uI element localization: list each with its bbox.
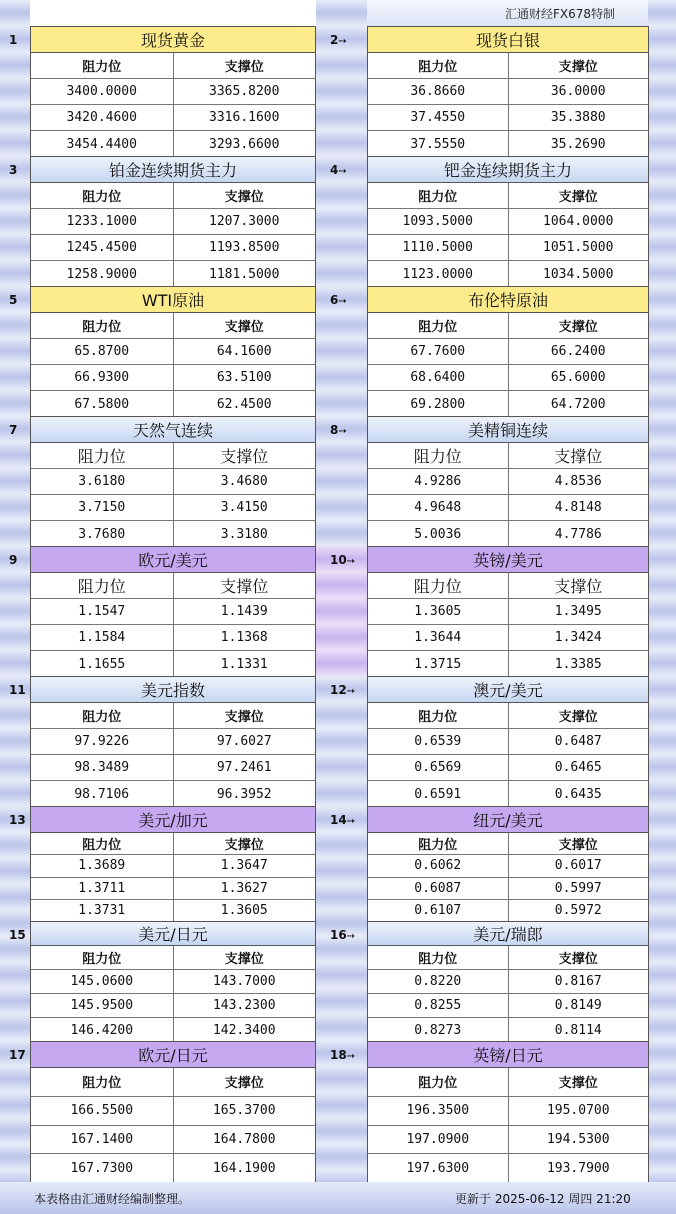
- resistance-cell: 36.8660: [368, 79, 509, 104]
- support-cell: 1051.5000: [543, 240, 614, 255]
- support-cell: 支撑位: [558, 838, 598, 854]
- panel-number: 3: [9, 163, 18, 177]
- column-header-row: [368, 946, 648, 970]
- support-cell: 97.6027: [216, 734, 272, 749]
- table-row: [31, 131, 315, 157]
- arrow-right-icon: ➙: [338, 36, 347, 47]
- quote-panel: [30, 806, 316, 922]
- support-cell: 35.3880: [550, 110, 606, 125]
- support-cell: 0.6017: [554, 858, 602, 874]
- resistance-cell: 1233.1000: [31, 209, 174, 234]
- support-cell: 支撑位: [554, 577, 603, 596]
- resistance-cell: 37.5550: [368, 131, 509, 157]
- support-cell: 0.5972: [554, 903, 602, 919]
- column-header-row: [368, 833, 648, 855]
- quote-panel: [367, 806, 649, 922]
- support-cell: 0.6435: [554, 786, 602, 802]
- panel-title: 欧元/美元: [31, 547, 315, 573]
- quote-panel: [367, 26, 649, 157]
- panel-number: 12➙: [330, 683, 356, 697]
- resistance-cell: 0.6591: [368, 781, 509, 807]
- table-row: [31, 339, 315, 365]
- panel-number: 7: [9, 423, 18, 437]
- table-row: [368, 209, 648, 235]
- arrow-right-icon: ➙: [346, 686, 356, 697]
- support-cell: 3.4680: [220, 474, 268, 489]
- resistance-cell: 68.6400: [368, 365, 509, 390]
- resistance-cell: 3.7680: [31, 521, 174, 547]
- table-row: [368, 651, 648, 677]
- support-cell: 0.6465: [554, 760, 602, 775]
- support-cell: 支撑位: [558, 190, 598, 205]
- resistance-cell: 1.1655: [31, 651, 174, 677]
- resistance-cell: 0.6539: [368, 729, 509, 754]
- panel-title: 美元/瑞郎: [368, 922, 648, 946]
- support-cell: 3316.1600: [209, 110, 280, 125]
- panel-number: 14➙: [330, 813, 356, 827]
- quote-panel: [30, 286, 316, 417]
- table-row: [368, 1097, 648, 1126]
- column-header-row: [31, 1068, 315, 1097]
- support-cell: 3.4150: [220, 500, 268, 515]
- support-cell: 195.0700: [546, 1103, 610, 1119]
- table-row: [31, 105, 315, 131]
- resistance-cell: 3420.4600: [31, 105, 174, 130]
- resistance-cell: 1.1547: [31, 599, 174, 624]
- table-row: [368, 339, 648, 365]
- resistance-cell: 阻力位: [368, 833, 509, 854]
- support-cell: 0.5997: [554, 880, 602, 896]
- panel-title: 美元指数: [31, 677, 315, 703]
- panel-number: 9: [9, 553, 18, 567]
- panel-title: 布伦特原油: [368, 287, 648, 313]
- panel-number: 2➙: [330, 33, 347, 47]
- table-row: [31, 365, 315, 391]
- table-row: [31, 599, 315, 625]
- resistance-cell: 阻力位: [31, 1068, 174, 1096]
- support-cell: 支撑位: [558, 952, 598, 967]
- resistance-cell: 阻力位: [368, 183, 509, 208]
- support-cell: 165.3700: [212, 1103, 276, 1119]
- panel-number: 17: [9, 1048, 26, 1062]
- resistance-cell: 3.6180: [31, 469, 174, 494]
- panel-title: 钯金连续期货主力: [368, 157, 648, 183]
- resistance-cell: 0.8273: [368, 1018, 509, 1042]
- resistance-cell: 0.8255: [368, 994, 509, 1017]
- table-row: [368, 469, 648, 495]
- panel-title: 欧元/日元: [31, 1042, 315, 1068]
- resistance-cell: 0.6569: [368, 755, 509, 780]
- resistance-cell: 197.6300: [368, 1154, 509, 1183]
- resistance-cell: 145.9500: [31, 994, 174, 1017]
- support-cell: 66.2400: [550, 344, 606, 359]
- table-row: [368, 105, 648, 131]
- resistance-cell: 阻力位: [31, 443, 174, 468]
- resistance-cell: 阻力位: [31, 833, 174, 854]
- resistance-cell: 197.0900: [368, 1126, 509, 1154]
- right-gutter: [648, 0, 676, 1214]
- table-row: [31, 1154, 315, 1183]
- panel-number: 6➙: [330, 293, 347, 307]
- column-header-row: [31, 53, 315, 79]
- resistance-cell: 4.9648: [368, 495, 509, 520]
- support-cell: 36.0000: [550, 84, 606, 99]
- column-header-row: [368, 703, 648, 729]
- table-row: [368, 781, 648, 807]
- footer-bar: [0, 1182, 676, 1214]
- resistance-cell: 阻力位: [31, 313, 174, 338]
- support-cell: 1.3605: [220, 903, 268, 919]
- table-row: [368, 970, 648, 994]
- table-row: [31, 651, 315, 677]
- resistance-cell: 1110.5000: [368, 235, 509, 260]
- resistance-cell: 1123.0000: [368, 261, 509, 287]
- support-cell: 支撑位: [558, 710, 598, 725]
- support-cell: 1.1368: [220, 630, 268, 645]
- table-row: [368, 878, 648, 900]
- resistance-cell: 1.3605: [368, 599, 509, 624]
- quote-panel: [30, 156, 316, 287]
- support-cell: 143.7000: [212, 974, 276, 989]
- resistance-cell: 146.4200: [31, 1018, 174, 1042]
- resistance-cell: 阻力位: [31, 946, 174, 969]
- column-header-row: [31, 573, 315, 599]
- support-cell: 支撑位: [224, 320, 264, 335]
- column-header-row: [368, 573, 648, 599]
- panel-number: 4➙: [330, 163, 347, 177]
- support-cell: 支撑位: [224, 60, 264, 75]
- panel-title: WTI原油: [31, 287, 315, 313]
- resistance-cell: 3400.0000: [31, 79, 174, 104]
- resistance-cell: 阻力位: [368, 946, 509, 969]
- resistance-cell: 167.7300: [31, 1154, 174, 1183]
- resistance-cell: 3.7150: [31, 495, 174, 520]
- table-row: [31, 900, 315, 922]
- column-header-row: [368, 183, 648, 209]
- table-row: [31, 209, 315, 235]
- support-cell: 1034.5000: [543, 266, 614, 282]
- arrow-right-icon: ➙: [338, 296, 347, 307]
- support-cell: 4.8536: [554, 474, 602, 489]
- panel-number: 15: [9, 928, 26, 942]
- panel-title: 澳元/美元: [368, 677, 648, 703]
- support-cell: 1.3627: [220, 880, 268, 896]
- resistance-cell: 65.8700: [31, 339, 174, 364]
- table-row: [31, 469, 315, 495]
- resistance-cell: 167.1400: [31, 1126, 174, 1154]
- resistance-cell: 1245.4500: [31, 235, 174, 260]
- quote-panel: [30, 921, 316, 1042]
- support-cell: 支撑位: [224, 1076, 264, 1092]
- support-cell: 63.5100: [216, 370, 272, 385]
- resistance-cell: 98.3489: [31, 755, 174, 780]
- table-row: [368, 625, 648, 651]
- support-cell: 支撑位: [558, 1076, 598, 1092]
- resistance-cell: 5.0036: [368, 521, 509, 547]
- quote-panel: [30, 26, 316, 157]
- table-row: [31, 521, 315, 547]
- support-cell: 0.8114: [554, 1022, 602, 1038]
- quote-panel: [367, 546, 649, 677]
- resistance-cell: 阻力位: [368, 703, 509, 728]
- table-row: [368, 599, 648, 625]
- support-cell: 62.4500: [216, 396, 272, 412]
- table-row: [31, 781, 315, 807]
- panel-number: 13: [9, 813, 26, 827]
- resistance-cell: 阻力位: [31, 53, 174, 78]
- support-cell: 96.3952: [216, 786, 272, 802]
- resistance-cell: 阻力位: [368, 443, 509, 468]
- support-cell: 支撑位: [554, 447, 603, 466]
- panel-number: 1: [9, 33, 18, 47]
- support-cell: 支撑位: [224, 190, 264, 205]
- table-row: [31, 235, 315, 261]
- resistance-cell: 66.9300: [31, 365, 174, 390]
- table-row: [368, 1018, 648, 1042]
- support-cell: 194.5300: [546, 1131, 610, 1147]
- table-row: [368, 79, 648, 105]
- quote-panel: [367, 921, 649, 1042]
- support-cell: 64.1600: [216, 344, 272, 359]
- table-row: [31, 855, 315, 877]
- table-row: [31, 970, 315, 994]
- panel-number: 18➙: [330, 1048, 356, 1062]
- resistance-cell: 1093.5000: [368, 209, 509, 234]
- resistance-cell: 145.0600: [31, 970, 174, 993]
- resistance-cell: 166.5500: [31, 1097, 174, 1125]
- support-cell: 164.7800: [212, 1131, 276, 1147]
- panel-title: 美元/加元: [31, 807, 315, 833]
- support-cell: 0.8167: [554, 974, 602, 989]
- support-cell: 1.3385: [554, 656, 602, 672]
- resistance-cell: 1.3644: [368, 625, 509, 650]
- resistance-cell: 1.3715: [368, 651, 509, 677]
- table-row: [368, 900, 648, 922]
- support-cell: 3.3180: [220, 526, 268, 542]
- table-row: [368, 521, 648, 547]
- column-header-row: [368, 1068, 648, 1097]
- panel-title: 现货白银: [368, 27, 648, 53]
- column-header-row: [368, 53, 648, 79]
- resistance-cell: 0.6062: [368, 855, 509, 876]
- support-cell: 97.2461: [216, 760, 272, 775]
- panel-number: 16➙: [330, 928, 356, 942]
- panel-title: 纽元/美元: [368, 807, 648, 833]
- resistance-cell: 1258.9000: [31, 261, 174, 287]
- table-row: [368, 755, 648, 781]
- quote-panel: [30, 546, 316, 677]
- table-row: [31, 1097, 315, 1126]
- support-cell: 1.1331: [220, 656, 268, 672]
- table-row: [31, 495, 315, 521]
- support-cell: 193.7900: [546, 1161, 610, 1177]
- support-cell: 1193.8500: [209, 240, 280, 255]
- support-cell: 1064.0000: [543, 214, 614, 229]
- column-header-row: [31, 443, 315, 469]
- quote-panel: [367, 416, 649, 547]
- arrow-right-icon: ➙: [338, 166, 347, 177]
- table-row: [31, 391, 315, 417]
- column-header-row: [31, 946, 315, 970]
- table-row: [368, 235, 648, 261]
- quote-panel: [367, 156, 649, 287]
- table-row: [31, 625, 315, 651]
- support-cell: 1.3495: [554, 604, 602, 619]
- update-timestamp: 更新于 2025-06-12 周四 21:20: [455, 1192, 631, 1206]
- resistance-cell: 阻力位: [368, 573, 509, 598]
- column-header-row: [31, 313, 315, 339]
- panel-number: 5: [9, 293, 18, 307]
- panel-title: 美精铜连续: [368, 417, 648, 443]
- resistance-cell: 67.7600: [368, 339, 509, 364]
- table-row: [31, 1126, 315, 1155]
- support-cell: 支撑位: [558, 60, 598, 75]
- resistance-cell: 98.7106: [31, 781, 174, 807]
- table-row: [31, 79, 315, 105]
- support-cell: 143.2300: [212, 998, 276, 1013]
- support-cell: 1.1439: [220, 604, 268, 619]
- support-cell: 支撑位: [558, 320, 598, 335]
- table-row: [368, 855, 648, 877]
- support-cell: 1.3424: [554, 630, 602, 645]
- panel-title: 天然气连续: [31, 417, 315, 443]
- support-cell: 支撑位: [220, 577, 269, 596]
- table-row: [368, 131, 648, 157]
- quote-panel: [367, 676, 649, 807]
- resistance-cell: 196.3500: [368, 1097, 509, 1125]
- support-cell: 4.7786: [554, 526, 602, 542]
- support-cell: 1207.3000: [209, 214, 280, 229]
- support-cell: 4.8148: [554, 500, 602, 515]
- support-cell: 0.8149: [554, 998, 602, 1013]
- resistance-cell: 0.6087: [368, 878, 509, 899]
- panel-title: 现货黄金: [31, 27, 315, 53]
- table-row: [368, 1126, 648, 1155]
- resistance-cell: 4.9286: [368, 469, 509, 494]
- footer-note: 本表格由汇通财经编制整理。: [34, 1192, 191, 1206]
- resistance-cell: 阻力位: [368, 1068, 509, 1096]
- resistance-cell: 1.3689: [31, 855, 174, 876]
- table-row: [31, 878, 315, 900]
- panel-title: 英镑/日元: [368, 1042, 648, 1068]
- panel-title: 英镑/美元: [368, 547, 648, 573]
- quote-panel: [30, 416, 316, 547]
- table-row: [368, 391, 648, 417]
- table-row: [368, 261, 648, 287]
- panel-number: 8➙: [330, 423, 347, 437]
- quote-panel: [367, 286, 649, 417]
- quote-panel: [367, 1041, 649, 1183]
- arrow-right-icon: ➙: [346, 931, 356, 942]
- quote-panel: [30, 676, 316, 807]
- table-row: [368, 365, 648, 391]
- table-row: [31, 755, 315, 781]
- column-header-row: [31, 183, 315, 209]
- table-row: [31, 261, 315, 287]
- arrow-right-icon: ➙: [346, 1051, 356, 1062]
- support-cell: 65.6000: [550, 370, 606, 385]
- resistance-cell: 3454.4400: [31, 131, 174, 157]
- column-header-row: [368, 313, 648, 339]
- support-cell: 支撑位: [220, 447, 269, 466]
- panel-number: 11: [9, 683, 26, 697]
- arrow-right-icon: ➙: [346, 816, 356, 827]
- resistance-cell: 1.3731: [31, 900, 174, 922]
- support-cell: 142.3400: [212, 1022, 276, 1038]
- support-cell: 1181.5000: [209, 266, 280, 282]
- resistance-cell: 67.5800: [31, 391, 174, 417]
- column-header-row: [368, 443, 648, 469]
- resistance-cell: 69.2800: [368, 391, 509, 417]
- resistance-cell: 阻力位: [31, 183, 174, 208]
- resistance-cell: 37.4550: [368, 105, 509, 130]
- table-row: [31, 994, 315, 1018]
- panel-title: 美元/日元: [31, 922, 315, 946]
- table-row: [31, 729, 315, 755]
- support-cell: 64.7200: [550, 396, 606, 412]
- support-cell: 3293.6600: [209, 136, 280, 152]
- resistance-cell: 阻力位: [31, 573, 174, 598]
- support-cell: 164.1900: [212, 1161, 276, 1177]
- resistance-cell: 1.3711: [31, 878, 174, 899]
- page-title: 汇通财经FX678特制: [505, 7, 616, 21]
- arrow-right-icon: ➙: [346, 556, 356, 567]
- support-cell: 支撑位: [224, 710, 264, 725]
- resistance-cell: 1.1584: [31, 625, 174, 650]
- support-cell: 支撑位: [224, 838, 264, 854]
- support-cell: 35.2690: [550, 136, 606, 152]
- arrow-right-icon: ➙: [338, 426, 347, 437]
- support-cell: 支撑位: [224, 952, 264, 967]
- support-cell: 1.3647: [220, 858, 268, 874]
- support-cell: 0.6487: [554, 734, 602, 749]
- quote-panel: [30, 1041, 316, 1183]
- table-row: [368, 495, 648, 521]
- resistance-cell: 97.9226: [31, 729, 174, 754]
- resistance-cell: 阻力位: [368, 313, 509, 338]
- panel-number: 10➙: [330, 553, 356, 567]
- table-row: [368, 729, 648, 755]
- resistance-cell: 0.6107: [368, 900, 509, 922]
- table-row: [368, 1154, 648, 1183]
- table-row: [368, 994, 648, 1018]
- table-row: [31, 1018, 315, 1042]
- column-header-row: [31, 703, 315, 729]
- column-header-row: [31, 833, 315, 855]
- resistance-cell: 阻力位: [368, 53, 509, 78]
- support-cell: 3365.8200: [209, 84, 280, 99]
- resistance-cell: 0.8220: [368, 970, 509, 993]
- left-gutter: [0, 0, 30, 1214]
- resistance-cell: 阻力位: [31, 703, 174, 728]
- panel-title: 铂金连续期货主力: [31, 157, 315, 183]
